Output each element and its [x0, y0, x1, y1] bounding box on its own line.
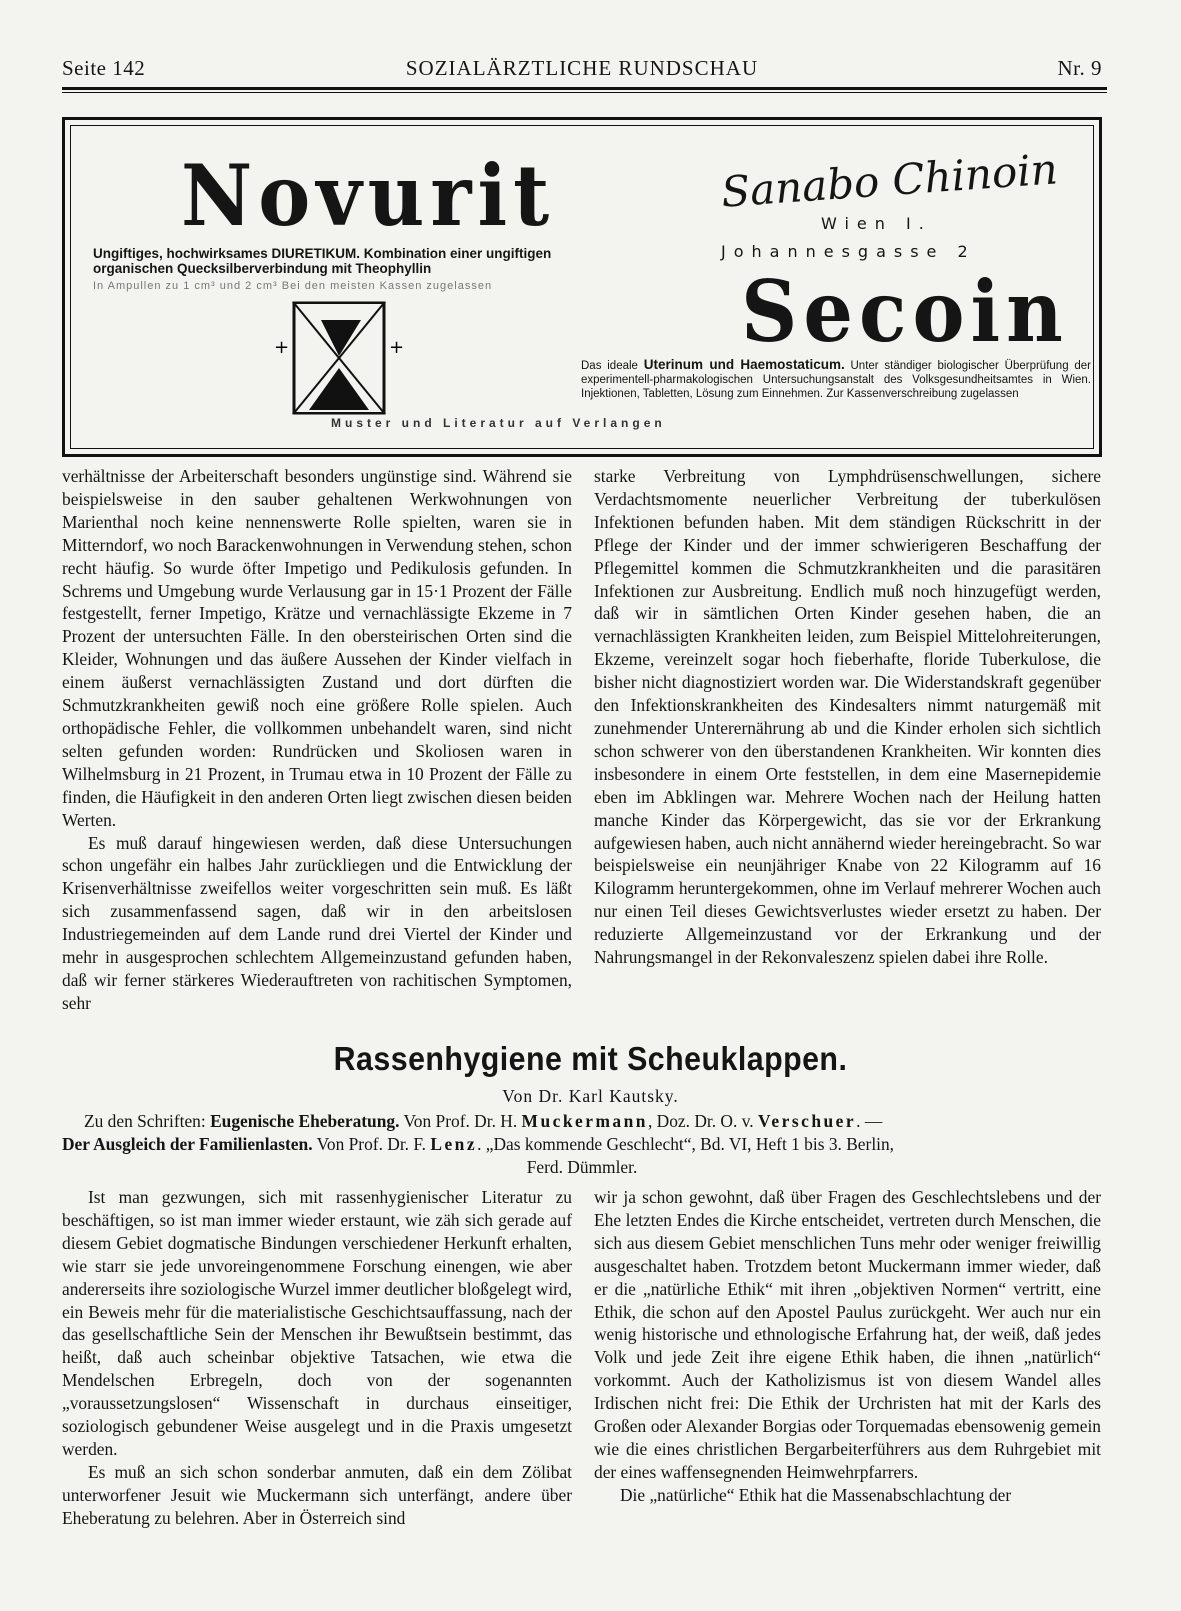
secoin-desc-rest: Unter ständiger biologischer Überprüfung der experimentell-pharmakologischen Untersuchungsanstalt des Volksgesundheitsamtes in Wien. Injektionen, Tabletten, Lösung zum Einnehmen. Zur Kassenverschreibung zugelassen [581, 360, 1091, 400]
issue-number: Nr. 9 [1057, 56, 1102, 80]
paragraph: wir ja schon gewohnt, daß über Fragen des Geschlechtslebens und der Ehe letzten Endes die Kirche entscheidet, vertreten durch Menschen, die sich aus diesem Gebiet menschlichen Tuns mehr oder weniger freiwillig ausgeschaltet haben. Trotzdem betont Muckermann immer wieder, daß er die „natürliche Ethik“ mit ihren „objektiven Normen“ vertritt, eine Ethik, die schon auf den Apostel Paulus zurückgeht. Wer auch nur ein wenig historische und ethnologische Erfahrung hat, der weiß, daß jedes Volk und jede Zeit ihre eigene Ethik haben, die ihnen „natürlich“ vorkommt. Auch der Katholizismus ist von diesem Wandel alles Irdischen nicht frei: Die Ethik der Urchristen hat mit der Karls des Großen oder Alexander Borgias oder Torquemadas ebensowenig gemein wie die eines christlichen Bergarbeiterführers aus dem Ruhrgebiet mit der eines waffensegnenden Heimwehrpfarrers. [594, 1187, 1101, 1482]
page-number: Seite 142 [62, 56, 146, 80]
novurit-description: Ungiftiges, hochwirksames DIURETIKUM. Kombination einer ungiftigen organischen Quecksilberverbindung mit Theophyllin [93, 246, 552, 276]
novurit-brand: Novurit [181, 147, 556, 246]
page-header [62, 56, 1102, 86]
paragraph: verhältnisse der Arbeiterschaft besonders ungünstige sind. Während sie beispielsweise in den sauber gehaltenen Werkwohnungen von Marienthal noch keine nennenswerte Rolle spielten, waren sie in Mitterndorf, wo noch Barackenwohnungen in Verwendung stehen, schon recht häufig. So wurde öfter Impetigo und Pedikulosis gefunden. In Schrems und Umgebung wurde Verlausung gar in 15·1 Prozent der Fälle festgestellt, ferner Impetigo, Krätze und vernachlässigte Ekzeme in 7 Prozent der untersuchten Fälle. In den obersteirischen Orten sind die Kleider, Wohnungen und das äußere Aussehen der Kinder vielfach in einem äußerst vernachlässigten Zustand und dort dürften die Schmutzkrankheiten gewiß noch eine größere Rolle spielen. Auch orthopädische Fehler, die vollkommen unbehandelt waren, sind nicht selten gefunden worden: Rundrücken und Skoliosen waren in Wilhelmsburg in 21 Prozent, in Trumau etwa in 10 Prozent der Fälle zu finden, die Häufigkeit in den anderen Orten liegt zwischen diesen beiden Werten. [62, 466, 572, 830]
paragraph: Ist man gezwungen, sich mit rassenhygienischer Literatur zu beschäftigen, so ist man immer wieder erstaunt, wie zäh sich gerade auf diesem Gebiet dogmatische Bindungen verschiedener Herkunft erhalten, wie starr sie jede unvoreingenommene Forschung einengen, wie aber andererseits ihre soziologische Wurzel immer deutlicher bloßgelegt wird, ein Beweis mehr für die materialistische Geschichtsauffassung, nach der das gesellschaftliche Sein der Menschen ihr Bewußtsein bestimmt, das heißt, daß auch scheinbar objektive Tatsachen, wie etwa die Mendelschen Erbregeln, doch von der sogenannten „voraussetzungslosen“ Wissenschaft in durchaus einseitiger, soziologisch gebundener Weise ausgelegt und in die Praxis umgesetzt werden. [62, 1187, 572, 1459]
lower-right-column [594, 1186, 1101, 1507]
ref-author: Verschuer [757, 1111, 857, 1131]
header-rule [62, 87, 1107, 90]
paragraph: starke Verbreitung von Lymphdrüsenschwellungen, sichere Verdachtsmomente neuerlicher Verbreitung der tuberkulösen Infektionen befunden haben. Mit dem ständigen Rückschritt in der Pflege der Kinder und der immer schwierigeren Beschaffung der Pflegemittel kommen die Schmutzkrankheiten und die parasitären Infektionen zur Ausbreitung. Endlich muß noch hinzugefügt werden, daß wir in sämtlichen Orten Kinder gesehen haben, die an vernachlässigten Krankheiten leiden, zum Beispiel Mittelohreiterungen, Ekzeme, vereinzelt sogar hoch fieberhafte, floride Tuberkulose, die bisher nicht diagnostiziert worden war. Die Widerstandskraft gegenüber den Infektionskrankheiten des Kindesalters nimmt naturgemäß mit zunehmender Unterernährung ab und die Kinder erholen sich sichtlich schon schwerer von den überstandenen Krankheiten. Wir konnten dies insbesondere in einem Orte feststellen, in dem eine Masernepidemie eben im Abklingen war. Mehrere Wochen nach der Heilung hatten manche Kinder das Körpergewicht, das sie vor der Erkrankung aufgewiesen haben, auch nicht annähernd wieder hereingebracht. So war beispielsweise ein neunjähriger Knabe von 22 Kilogramm auf 16 Kilogramm heruntergekommen, ohne im Verlauf mehrerer Wochen auch nur einen Teil dieses Gewichtsverlustes wieder ersetzt zu haben. Der reduzierte Allgemeinzustand vor der Erkrankung und der Nahrungsmangel in der Rekonvaleszenz spielen dabei ihre Rolle. [594, 466, 1102, 968]
ref-author: Lenz [430, 1134, 478, 1154]
article-references [62, 1110, 1102, 1179]
ref-text: . — [856, 1111, 883, 1131]
novurit-dosage: In Ampullen zu 1 cm³ und 2 cm³ Bei den meisten Kassen zugelassen [93, 280, 493, 292]
upper-right-column [594, 465, 1101, 969]
paragraph: Es muß an sich schon sonderbar anmuten, daß ein dem Zölibat unterworfener Jesuit wie Muckermann sich unterfängt, andere über Eheberatung zu belehren. Aber in Österreich sind [62, 1461, 572, 1528]
sanabo-chinoin-script: Sanabo Chinoin [719, 144, 1060, 217]
header-rule-thin [62, 92, 1107, 93]
ref-text: , Doz. Dr. O. v. [647, 1111, 758, 1131]
secoin-brand: Secoin [741, 263, 1069, 362]
ref-text: Von Prof. Dr. F. [312, 1134, 431, 1154]
ad-footer-note: Muster und Literatur auf Verlangen [331, 416, 666, 430]
journal-title: SOZIALÄRZTLICHE RUNDSCHAU [405, 56, 759, 80]
svg-text:+: + [389, 337, 405, 358]
article-byline: Von Dr. Karl Kautsky. [502, 1086, 679, 1106]
reference-line [62, 1110, 1102, 1133]
ref-author: Muckermann [521, 1111, 648, 1131]
reference-line [62, 1133, 1102, 1156]
ref-text: Von Prof. Dr. H. [399, 1111, 522, 1131]
hourglass-logo-icon [269, 298, 409, 418]
novurit-ad [93, 138, 583, 428]
advertisement-box [62, 117, 1102, 457]
ref-title: Eugenische Eheberatung. [210, 1111, 400, 1131]
reference-line: Ferd. Dümmler. [526, 1157, 638, 1177]
svg-text:+: + [274, 337, 290, 358]
secoin-desc-bold: Uterinum und Haemostaticum. [643, 357, 845, 372]
sanabo-address: Johannesgasse 2 [721, 242, 976, 261]
ref-title: Der Ausgleich der Familienlasten. [62, 1134, 313, 1154]
sanabo-city: Wien I. [821, 214, 932, 233]
paragraph: Es muß darauf hingewiesen werden, daß diese Untersuchungen schon ungefähr ein halbes Jahr zurückliegen und die Entwicklung der Krisenverhältnisse zweifellos weiter vorgeschritten sein muß. Es läßt sich zusammenfassend sagen, daß wir in den arbeitslosen Industriegemeinden auf dem Lande rund drei Viertel der Kinder und mehr in ausgesprochen schlechtem Allgemeinzustand gefunden haben, daß wir ferner stärkeres Wiederauftreten von rachitischen Symptomen, sehr [62, 832, 572, 1013]
advertisement-inner-frame [70, 125, 1094, 449]
secoin-description [581, 358, 1091, 401]
upper-left-column [62, 465, 572, 1015]
secoin-desc-lead: Das ideale [581, 360, 644, 372]
paragraph: Die „natürliche“ Ethik hat die Massenabschlachtung der [620, 1484, 1012, 1505]
article-title: Rassenhygiene mit Scheuklappen. [333, 1040, 848, 1077]
secoin-ad [571, 136, 1091, 456]
lower-left-column [62, 1186, 572, 1530]
ref-text: . „Das kommende Geschlecht“, Bd. VI, Heft 1 bis 3. Berlin, [477, 1134, 895, 1154]
ref-text: Zu den Schriften: [84, 1111, 211, 1131]
